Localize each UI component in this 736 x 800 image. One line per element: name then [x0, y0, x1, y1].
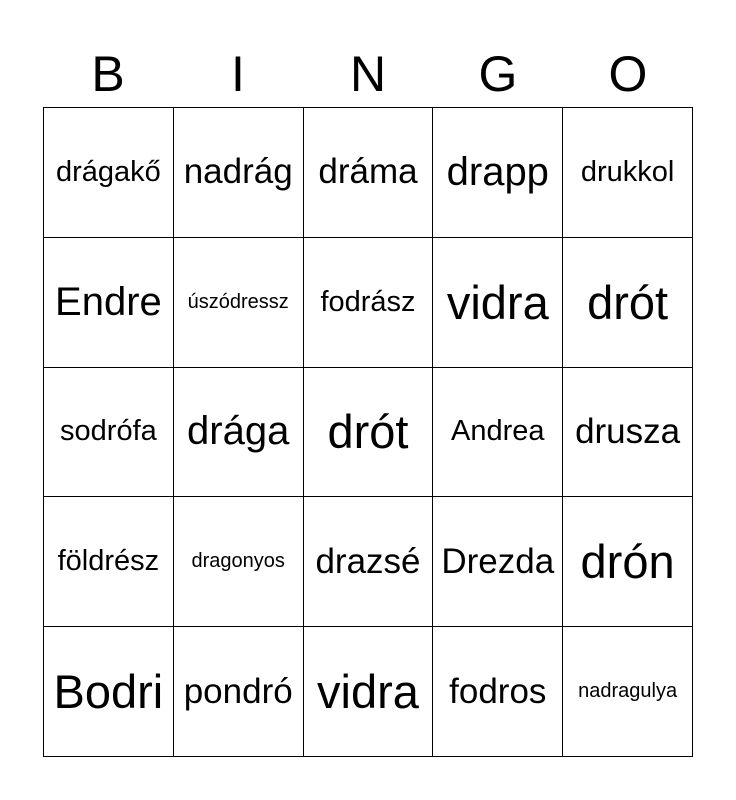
bingo-cell-r1-c2[interactable]: nadrág [174, 108, 304, 238]
bingo-cell-r3-c4[interactable]: Andrea [433, 368, 563, 498]
bingo-cell-r4-c5[interactable]: drón [563, 497, 693, 627]
header-letter-b: B [91, 46, 125, 102]
bingo-cell-r1-c5[interactable]: drukkol [563, 108, 693, 238]
header-letter-o: O [608, 46, 648, 102]
bingo-cell-r4-c2[interactable]: dragonyos [174, 497, 304, 627]
bingo-cell-r3-c1[interactable]: sodrófa [44, 368, 174, 498]
bingo-cell-r3-c5[interactable]: drusza [563, 368, 693, 498]
header-letter-i: I [231, 46, 245, 102]
bingo-cell-r5-c4[interactable]: fodros [433, 627, 563, 757]
bingo-cell-r5-c1[interactable]: Bodri [44, 627, 174, 757]
bingo-cell-r5-c5[interactable]: nadragulya [563, 627, 693, 757]
bingo-board [43, 107, 693, 757]
bingo-cell-r2-c4[interactable]: vidra [433, 238, 563, 368]
bingo-cell-r3-c3[interactable]: drót [304, 368, 434, 498]
bingo-cell-r4-c4[interactable]: Drezda [433, 497, 563, 627]
bingo-cell-r4-c1[interactable]: földrész [44, 497, 174, 627]
bingo-cell-r4-c3[interactable]: drazsé [304, 497, 434, 627]
bingo-cell-r2-c2[interactable]: úszódressz [174, 238, 304, 368]
bingo-cell-r5-c2[interactable]: pondró [174, 627, 304, 757]
header-letter-n: N [349, 46, 387, 102]
bingo-cell-r1-c4[interactable]: drapp [433, 108, 563, 238]
header-letter-g: G [478, 46, 518, 102]
bingo-cell-r5-c3[interactable]: vidra [304, 627, 434, 757]
bingo-cell-r3-c2[interactable]: drága [174, 368, 304, 498]
bingo-header [43, 40, 693, 108]
bingo-cell-r2-c3[interactable]: fodrász [304, 238, 434, 368]
bingo-cell-r1-c3[interactable]: dráma [304, 108, 434, 238]
bingo-cell-r1-c1[interactable]: drágakő [44, 108, 174, 238]
bingo-cell-r2-c5[interactable]: drót [563, 238, 693, 368]
bingo-cell-r2-c1[interactable]: Endre [44, 238, 174, 368]
